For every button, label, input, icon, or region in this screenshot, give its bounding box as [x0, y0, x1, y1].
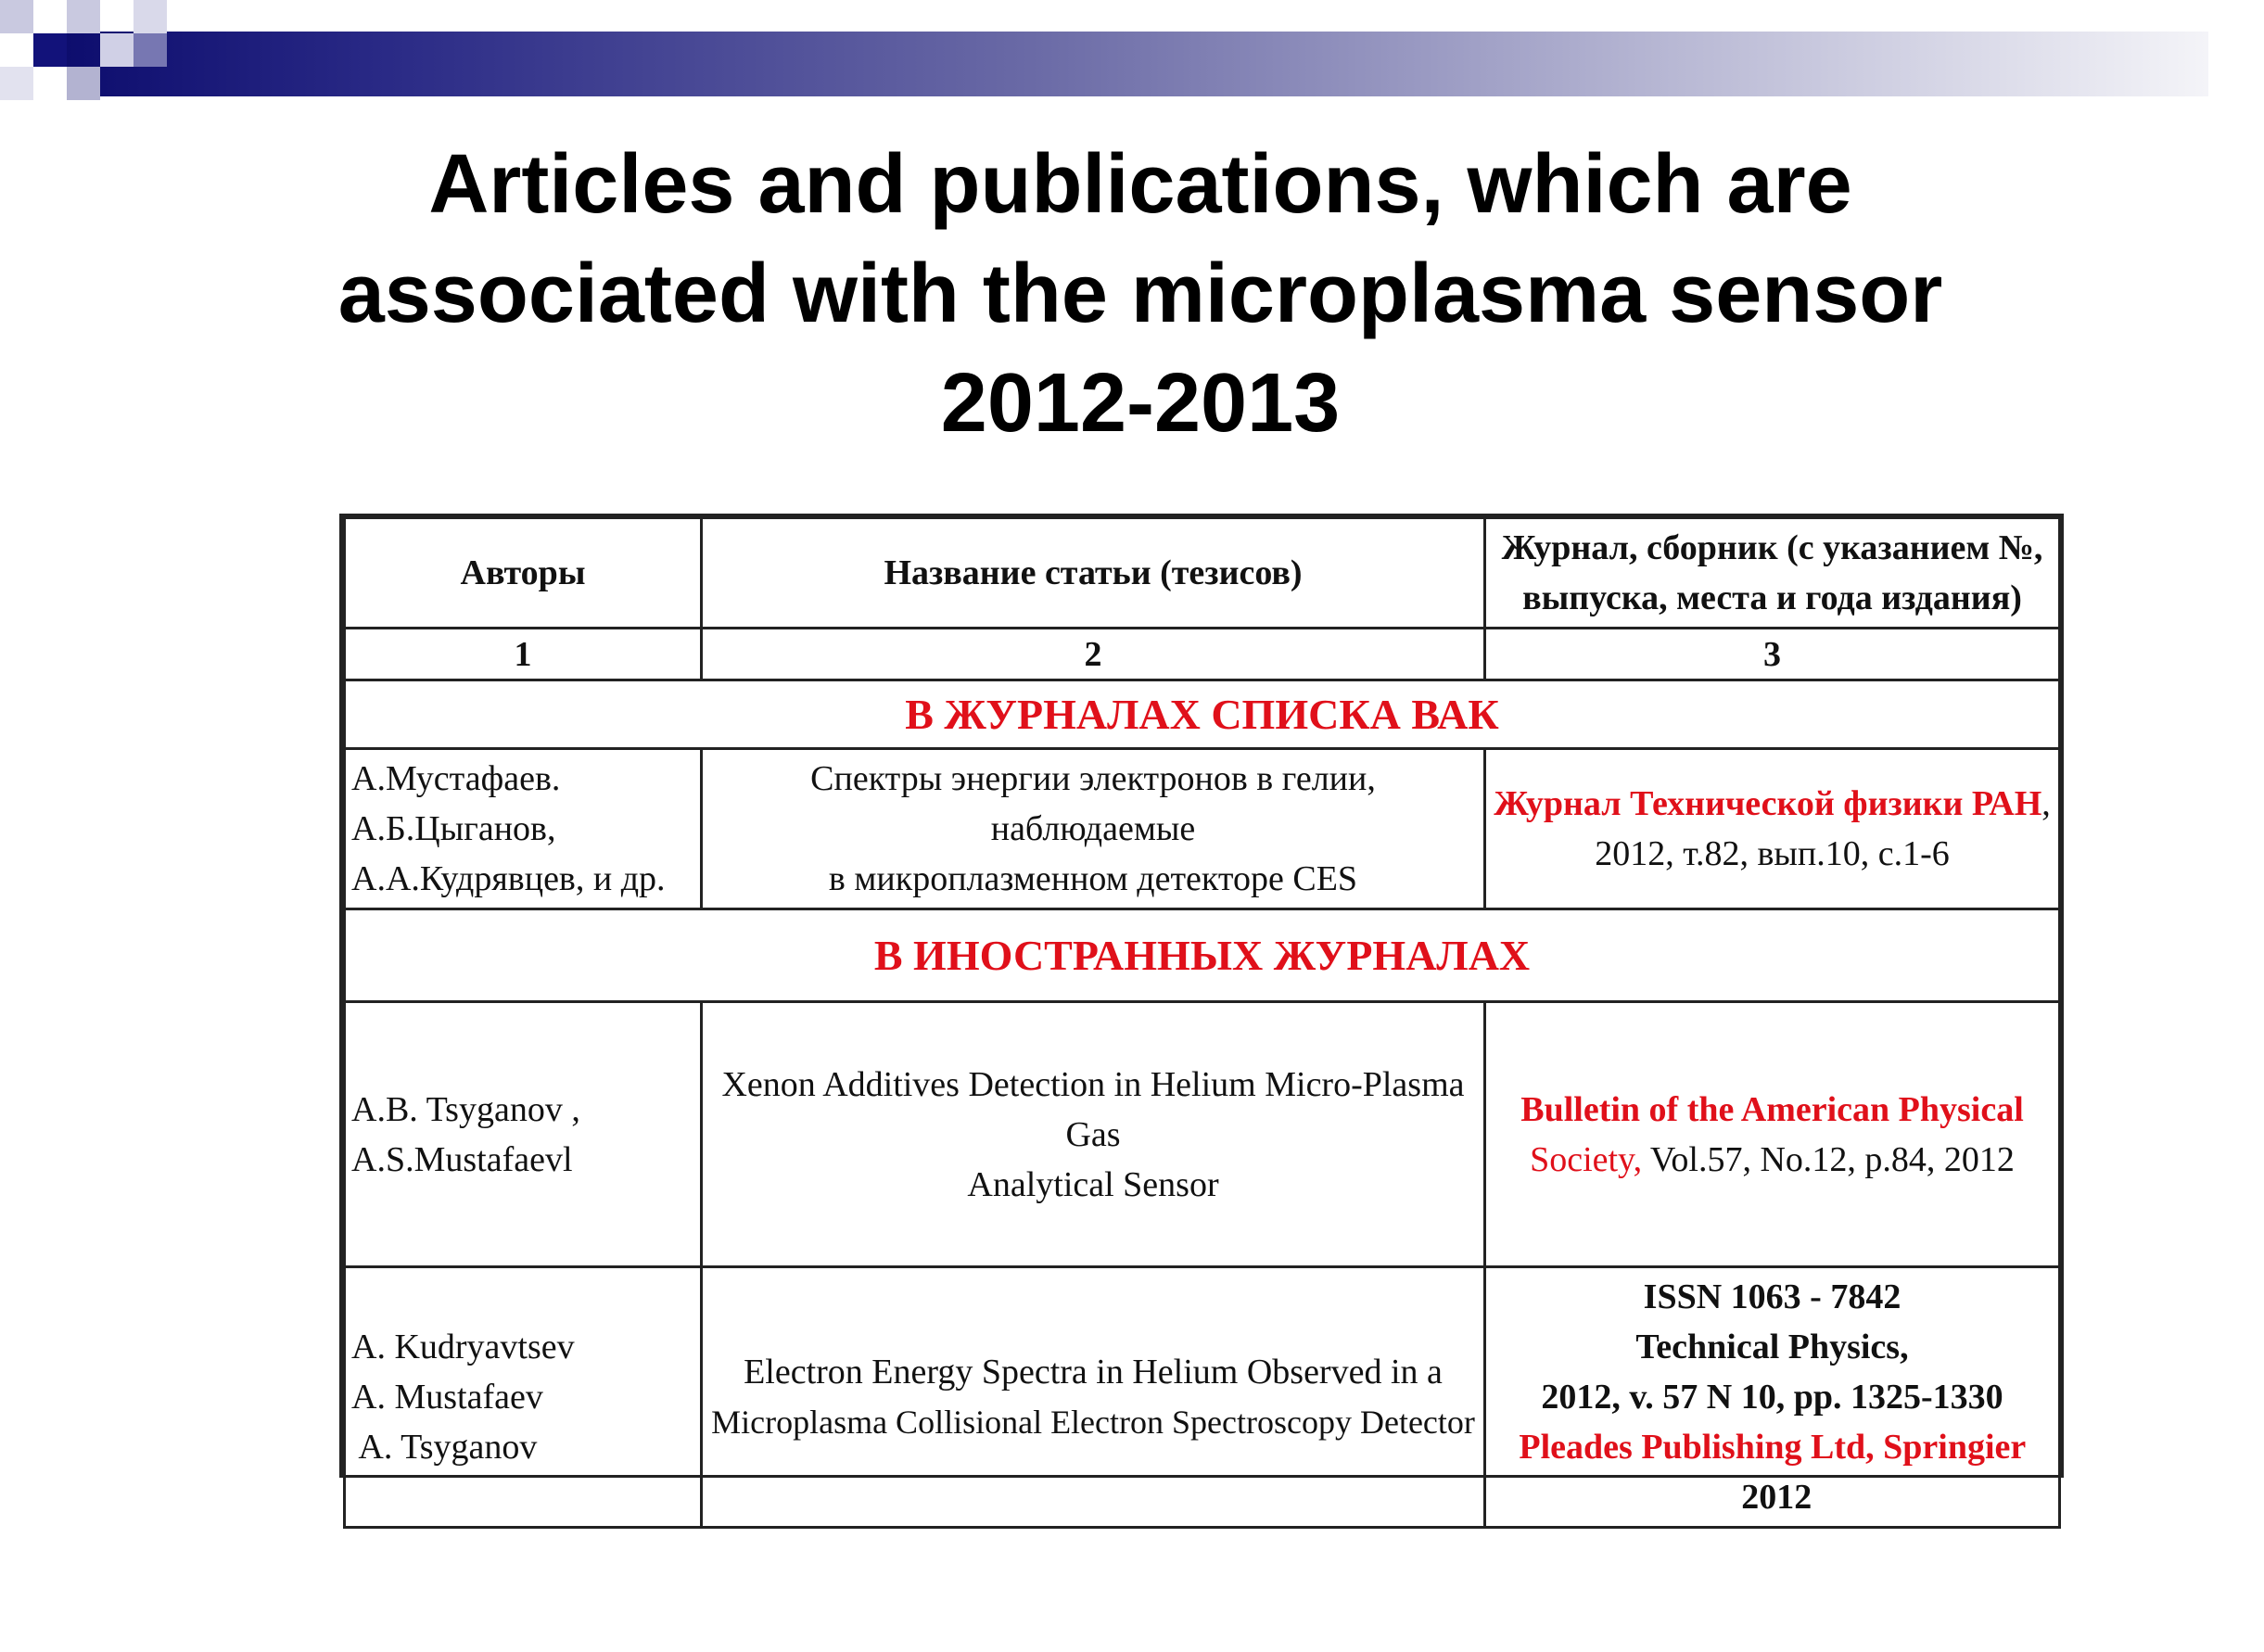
- author: A. Mustafaev: [351, 1378, 543, 1417]
- table-row: [345, 749, 2060, 909]
- journal-punct: ,: [2041, 784, 2051, 823]
- header-journal-line-2: выпуска, места и года издания): [1522, 578, 2022, 617]
- section-title-foreign: В ИНОСТРАННЫХ ЖУРНАЛАХ: [345, 909, 2060, 1002]
- section-row-vak: [345, 680, 2060, 749]
- journal-details: Vol.57, No.12, p.84, 2012: [1642, 1139, 2015, 1179]
- table-row: [345, 1002, 2060, 1267]
- column-number: 3: [1485, 629, 2060, 680]
- author: A.S.Mustafaevl: [351, 1139, 573, 1179]
- row3-authors: [345, 1267, 702, 1528]
- row2-journal: [1485, 1002, 2060, 1267]
- table-header-row: [345, 518, 2060, 629]
- row3-title: [702, 1267, 1485, 1528]
- header-journal-line-1: Журнал, сборник (с указанием №,: [1501, 528, 2043, 567]
- row3-journal: [1485, 1267, 2060, 1528]
- author: А.Мустафаев.: [351, 759, 561, 798]
- row1-title: [702, 749, 1485, 909]
- column-number: 2: [702, 629, 1485, 680]
- author: A. Kudryavtsev: [351, 1328, 575, 1366]
- row2-title: [702, 1002, 1485, 1267]
- decor-square: [33, 33, 67, 67]
- title-line-1: Articles and publications, which are: [428, 138, 1852, 231]
- decor-square: [67, 67, 100, 100]
- decor-square: [100, 33, 134, 67]
- header-title: Название статьи (тезисов): [702, 518, 1485, 629]
- decor-square: [134, 33, 167, 67]
- article-title-line: в микроплазменном детекторе CES: [828, 859, 1358, 898]
- author: A. Tsyganov: [351, 1428, 538, 1467]
- author: A.B. Tsyganov ,: [351, 1089, 580, 1129]
- publisher: Pleades Publishing Ltd, Springier: [1519, 1428, 2026, 1467]
- article-title-line: Microplasma Collisional Electron Spectroscopy Detector: [711, 1404, 1475, 1441]
- section-title-vak: В ЖУРНАЛАХ СПИСКА ВАК: [345, 680, 2060, 749]
- article-title-line: Electron Energy Spectra in Helium Observed in a: [744, 1353, 1443, 1391]
- article-title-line: Analytical Sensor: [967, 1164, 1219, 1204]
- row2-authors: [345, 1002, 702, 1267]
- section-row-foreign: [345, 909, 2060, 1002]
- header-authors: Авторы: [345, 518, 702, 629]
- article-title-line: Спектры энергии электронов в гелии, наблюдаемые: [810, 759, 1376, 848]
- slide-title: [167, 130, 2114, 458]
- header-journal: [1485, 518, 2060, 629]
- journal-details: 2012, v. 57 N 10, pp. 1325-1330: [1541, 1378, 2003, 1417]
- journal-name: Bulletin of the American Physical: [1520, 1089, 2024, 1129]
- column-number-row: [345, 629, 2060, 680]
- decor-square: [0, 67, 33, 100]
- column-number: 1: [345, 629, 702, 680]
- decor-square: [0, 0, 33, 33]
- decor-square: [134, 0, 167, 33]
- journal-name: Technical Physics,: [1635, 1328, 1909, 1366]
- table-row: [345, 1267, 2060, 1528]
- journal-issn: ISSN 1063 - 7842: [1643, 1277, 1902, 1316]
- article-title-line: Xenon Additives Detection in Helium Micro-Plasma Gas: [721, 1064, 1465, 1154]
- publications-table-frame: [339, 514, 2064, 1517]
- journal-name-cont: Society,: [1530, 1139, 1643, 1179]
- header-gradient-bar: [67, 32, 2208, 96]
- journal-name: Журнал Технической физики РАН: [1494, 784, 2042, 823]
- title-line-3: 2012-2013: [940, 357, 1341, 450]
- author: А.А.Кудрявцев, и др.: [351, 859, 666, 898]
- title-line-2: associated with the microplasma sensor: [337, 248, 1943, 340]
- publications-table: [343, 516, 2061, 1529]
- row1-journal: [1485, 749, 2060, 909]
- decor-square: [67, 0, 100, 33]
- publish-year: 2012: [1732, 1478, 1812, 1517]
- author: А.Б.Цыганов,: [351, 809, 556, 848]
- decorative-squares: [0, 0, 176, 130]
- row1-authors: [345, 749, 702, 909]
- journal-details: 2012, т.82, вып.10, с.1-6: [1595, 834, 1950, 873]
